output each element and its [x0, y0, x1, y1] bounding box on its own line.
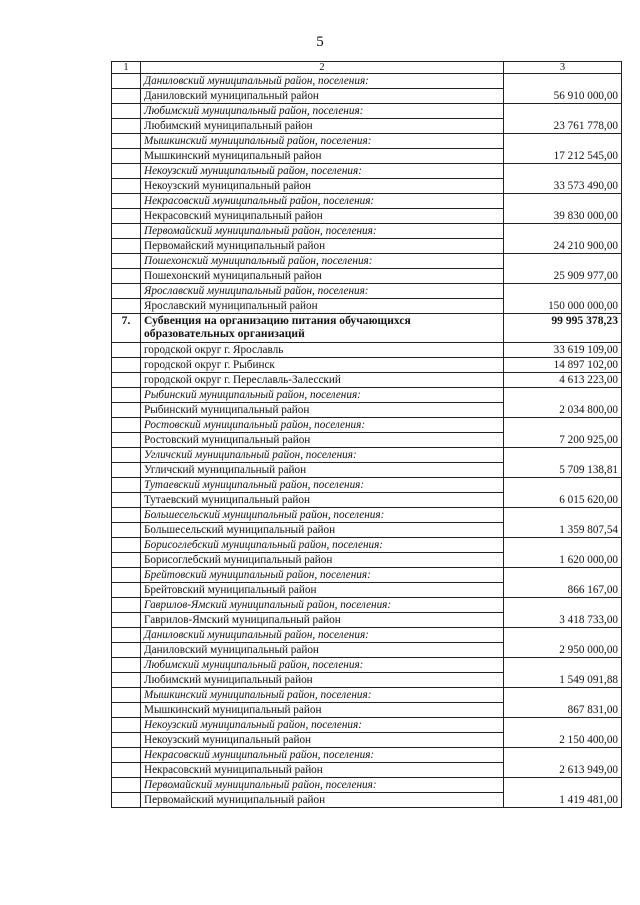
table-row	[112, 673, 622, 688]
recipient-name: Субвенция на организацию питания обучающихся образовательных организаций	[141, 314, 504, 343]
recipient-name: Некрасовский муниципальный район, поселения:	[141, 748, 504, 763]
amount-value: 3 418 733,00	[504, 613, 622, 628]
recipient-name: Гаврилов-Ямский муниципальный район, поселения:	[141, 598, 504, 613]
row-number	[112, 403, 141, 418]
header-col-1: 1	[112, 62, 141, 74]
row-number	[112, 778, 141, 793]
recipient-name: Некрасовский муниципальный район, поселения:	[141, 194, 504, 209]
amount-value	[504, 134, 622, 149]
row-number	[112, 583, 141, 598]
subheading-row	[112, 194, 622, 209]
row-number	[112, 703, 141, 718]
recipient-name: Некоузский муниципальный район, поселения:	[141, 164, 504, 179]
amount-value	[504, 508, 622, 523]
row-number	[112, 718, 141, 733]
row-number: 7.	[112, 314, 141, 343]
row-number	[112, 343, 141, 358]
row-number	[112, 254, 141, 269]
subheading-row	[112, 748, 622, 763]
amount-value: 33 619 109,00	[504, 343, 622, 358]
amount-value: 56 910 000,00	[504, 89, 622, 104]
row-number	[112, 553, 141, 568]
recipient-name: Угличский муниципальный район	[141, 463, 504, 478]
amount-value: 2 034 800,00	[504, 403, 622, 418]
recipient-name: Первомайский муниципальный район	[141, 239, 504, 254]
subheading-row	[112, 448, 622, 463]
recipient-name: Мышкинский муниципальный район	[141, 149, 504, 164]
amount-value	[504, 718, 622, 733]
subheading-row	[112, 134, 622, 149]
subheading-row	[112, 718, 622, 733]
row-number	[112, 433, 141, 448]
table-row	[112, 493, 622, 508]
amount-value	[504, 164, 622, 179]
table-row	[112, 89, 622, 104]
subheading-row	[112, 568, 622, 583]
amount-value	[504, 74, 622, 89]
subheading-row	[112, 598, 622, 613]
amount-value	[504, 658, 622, 673]
amount-value: 1 549 091,88	[504, 673, 622, 688]
amount-value: 5 709 138,81	[504, 463, 622, 478]
amount-value: 1 359 807,54	[504, 523, 622, 538]
row-number	[112, 299, 141, 314]
amount-value: 24 210 900,00	[504, 239, 622, 254]
row-number	[112, 658, 141, 673]
table-row	[112, 358, 622, 373]
table-row	[112, 269, 622, 284]
recipient-name: Тутаевский муниципальный район	[141, 493, 504, 508]
table-row	[112, 179, 622, 194]
table-row	[112, 373, 622, 388]
row-number	[112, 463, 141, 478]
row-number	[112, 508, 141, 523]
recipient-name: Брейтовский муниципальный район, поселения:	[141, 568, 504, 583]
table-row	[112, 583, 622, 598]
row-number	[112, 478, 141, 493]
amount-value	[504, 448, 622, 463]
table-row	[112, 149, 622, 164]
amount-value	[504, 748, 622, 763]
recipient-name: Мышкинский муниципальный район	[141, 703, 504, 718]
recipient-name: Некоузский муниципальный район	[141, 733, 504, 748]
table-row	[112, 209, 622, 224]
amount-value	[504, 478, 622, 493]
amount-value	[504, 598, 622, 613]
row-number	[112, 388, 141, 403]
recipient-name: Мышкинский муниципальный район, поселения:	[141, 688, 504, 703]
subheading-row	[112, 254, 622, 269]
subheading-row	[112, 628, 622, 643]
recipient-name: Первомайский муниципальный район, поселения:	[141, 224, 504, 239]
row-number	[112, 793, 141, 808]
subheading-row	[112, 478, 622, 493]
amount-value	[504, 388, 622, 403]
recipient-name: Ярославский муниципальный район, поселения:	[141, 284, 504, 299]
recipient-name: Угличский муниципальный район, поселения:	[141, 448, 504, 463]
table-row	[112, 239, 622, 254]
amount-value	[504, 224, 622, 239]
subheading-row	[112, 284, 622, 299]
row-number	[112, 134, 141, 149]
recipient-name: Даниловский муниципальный район	[141, 89, 504, 104]
recipient-name: Брейтовский муниципальный район	[141, 583, 504, 598]
amount-value: 1 419 481,00	[504, 793, 622, 808]
table-row	[112, 523, 622, 538]
row-number	[112, 733, 141, 748]
recipient-name: Первомайский муниципальный район	[141, 793, 504, 808]
table-row	[112, 463, 622, 478]
recipient-name: Большесельский муниципальный район, поселения:	[141, 508, 504, 523]
row-number	[112, 688, 141, 703]
recipient-name: Мышкинский муниципальный район, поселения:	[141, 134, 504, 149]
row-number	[112, 269, 141, 284]
amount-value: 866 167,00	[504, 583, 622, 598]
row-number	[112, 418, 141, 433]
recipient-name: Любимский муниципальный район	[141, 119, 504, 134]
recipient-name: городской округ г. Рыбинск	[141, 358, 504, 373]
recipient-name: Любимский муниципальный район	[141, 673, 504, 688]
amount-value	[504, 254, 622, 269]
table-row	[112, 119, 622, 134]
table-row	[112, 793, 622, 808]
amount-value	[504, 628, 622, 643]
recipient-name: Борисоглебский муниципальный район	[141, 553, 504, 568]
recipient-name: Борисоглебский муниципальный район, поселения:	[141, 538, 504, 553]
amount-value	[504, 104, 622, 119]
row-number	[112, 568, 141, 583]
row-number	[112, 613, 141, 628]
recipient-name: Любимский муниципальный район, поселения:	[141, 104, 504, 119]
row-number	[112, 149, 141, 164]
row-number	[112, 209, 141, 224]
recipient-name: Тутаевский муниципальный район, поселения:	[141, 478, 504, 493]
recipient-name: Ростовский муниципальный район	[141, 433, 504, 448]
row-number	[112, 673, 141, 688]
recipient-name: Рыбинский муниципальный район	[141, 403, 504, 418]
table-body	[112, 62, 622, 808]
amount-value: 14 897 102,00	[504, 358, 622, 373]
row-number	[112, 89, 141, 104]
row-number	[112, 104, 141, 119]
amount-value: 7 200 925,00	[504, 433, 622, 448]
subheading-row	[112, 508, 622, 523]
amount-value: 33 573 490,00	[504, 179, 622, 194]
table-row	[112, 343, 622, 358]
subheading-row	[112, 224, 622, 239]
row-number	[112, 643, 141, 658]
table-row	[112, 403, 622, 418]
amount-value	[504, 778, 622, 793]
section-row	[112, 314, 622, 343]
row-number	[112, 493, 141, 508]
amount-value: 867 831,00	[504, 703, 622, 718]
row-number	[112, 763, 141, 778]
recipient-name: городской округ г. Переславль-Залесский	[141, 373, 504, 388]
amount-value: 1 620 000,00	[504, 553, 622, 568]
row-number	[112, 284, 141, 299]
amount-value: 39 830 000,00	[504, 209, 622, 224]
recipient-name: Ростовский муниципальный район, поселения:	[141, 418, 504, 433]
row-number	[112, 74, 141, 89]
row-number	[112, 164, 141, 179]
subheading-row	[112, 164, 622, 179]
recipient-name: Даниловский муниципальный район	[141, 643, 504, 658]
page-number: 5	[316, 34, 324, 50]
subheading-row	[112, 74, 622, 89]
amount-value: 4 613 223,00	[504, 373, 622, 388]
amount-value: 6 015 620,00	[504, 493, 622, 508]
recipient-name: Некоузский муниципальный район	[141, 179, 504, 194]
row-number	[112, 748, 141, 763]
header-col-3: 3	[504, 62, 622, 74]
table-row	[112, 733, 622, 748]
recipient-name: Даниловский муниципальный район, поселения:	[141, 74, 504, 89]
row-number	[112, 523, 141, 538]
amount-value: 2 613 949,00	[504, 763, 622, 778]
subheading-row	[112, 688, 622, 703]
subheading-row	[112, 538, 622, 553]
row-number	[112, 224, 141, 239]
recipient-name: Большесельский муниципальный район	[141, 523, 504, 538]
subheading-row	[112, 658, 622, 673]
table-row	[112, 763, 622, 778]
amount-value	[504, 538, 622, 553]
recipient-name: городской округ г. Ярославль	[141, 343, 504, 358]
table-row	[112, 299, 622, 314]
subheading-row	[112, 778, 622, 793]
header-col-2: 2	[141, 62, 504, 74]
row-number	[112, 628, 141, 643]
row-number	[112, 194, 141, 209]
table-row	[112, 703, 622, 718]
amount-value	[504, 284, 622, 299]
amount-value: 150 000 000,00	[504, 299, 622, 314]
row-number	[112, 538, 141, 553]
allocation-table	[111, 61, 622, 808]
subheading-row	[112, 104, 622, 119]
row-number	[112, 179, 141, 194]
recipient-name: Некрасовский муниципальный район	[141, 763, 504, 778]
recipient-name: Ярославский муниципальный район	[141, 299, 504, 314]
table-row	[112, 643, 622, 658]
table-header-row	[112, 62, 622, 74]
amount-value	[504, 568, 622, 583]
recipient-name: Даниловский муниципальный район, поселения:	[141, 628, 504, 643]
recipient-name: Некоузский муниципальный район, поселения:	[141, 718, 504, 733]
row-number	[112, 358, 141, 373]
recipient-name: Любимский муниципальный район, поселения:	[141, 658, 504, 673]
row-number	[112, 598, 141, 613]
row-number	[112, 239, 141, 254]
amount-value	[504, 688, 622, 703]
recipient-name: Некрасовский муниципальный район	[141, 209, 504, 224]
table-row	[112, 553, 622, 568]
table-row	[112, 433, 622, 448]
subheading-row	[112, 388, 622, 403]
recipient-name: Пошехонский муниципальный район	[141, 269, 504, 284]
amount-value: 23 761 778,00	[504, 119, 622, 134]
row-number	[112, 119, 141, 134]
recipient-name: Пошехонский муниципальный район, поселения:	[141, 254, 504, 269]
amount-value	[504, 418, 622, 433]
amount-value: 2 150 400,00	[504, 733, 622, 748]
amount-value	[504, 194, 622, 209]
row-number	[112, 448, 141, 463]
recipient-name: Гаврилов-Ямский муниципальный район	[141, 613, 504, 628]
amount-value: 2 950 000,00	[504, 643, 622, 658]
row-number	[112, 373, 141, 388]
amount-value: 25 909 977,00	[504, 269, 622, 284]
recipient-name: Первомайский муниципальный район, поселения:	[141, 778, 504, 793]
table-row	[112, 613, 622, 628]
amount-value: 99 995 378,23	[504, 314, 622, 343]
recipient-name: Рыбинский муниципальный район, поселения:	[141, 388, 504, 403]
amount-value: 17 212 545,00	[504, 149, 622, 164]
subheading-row	[112, 418, 622, 433]
